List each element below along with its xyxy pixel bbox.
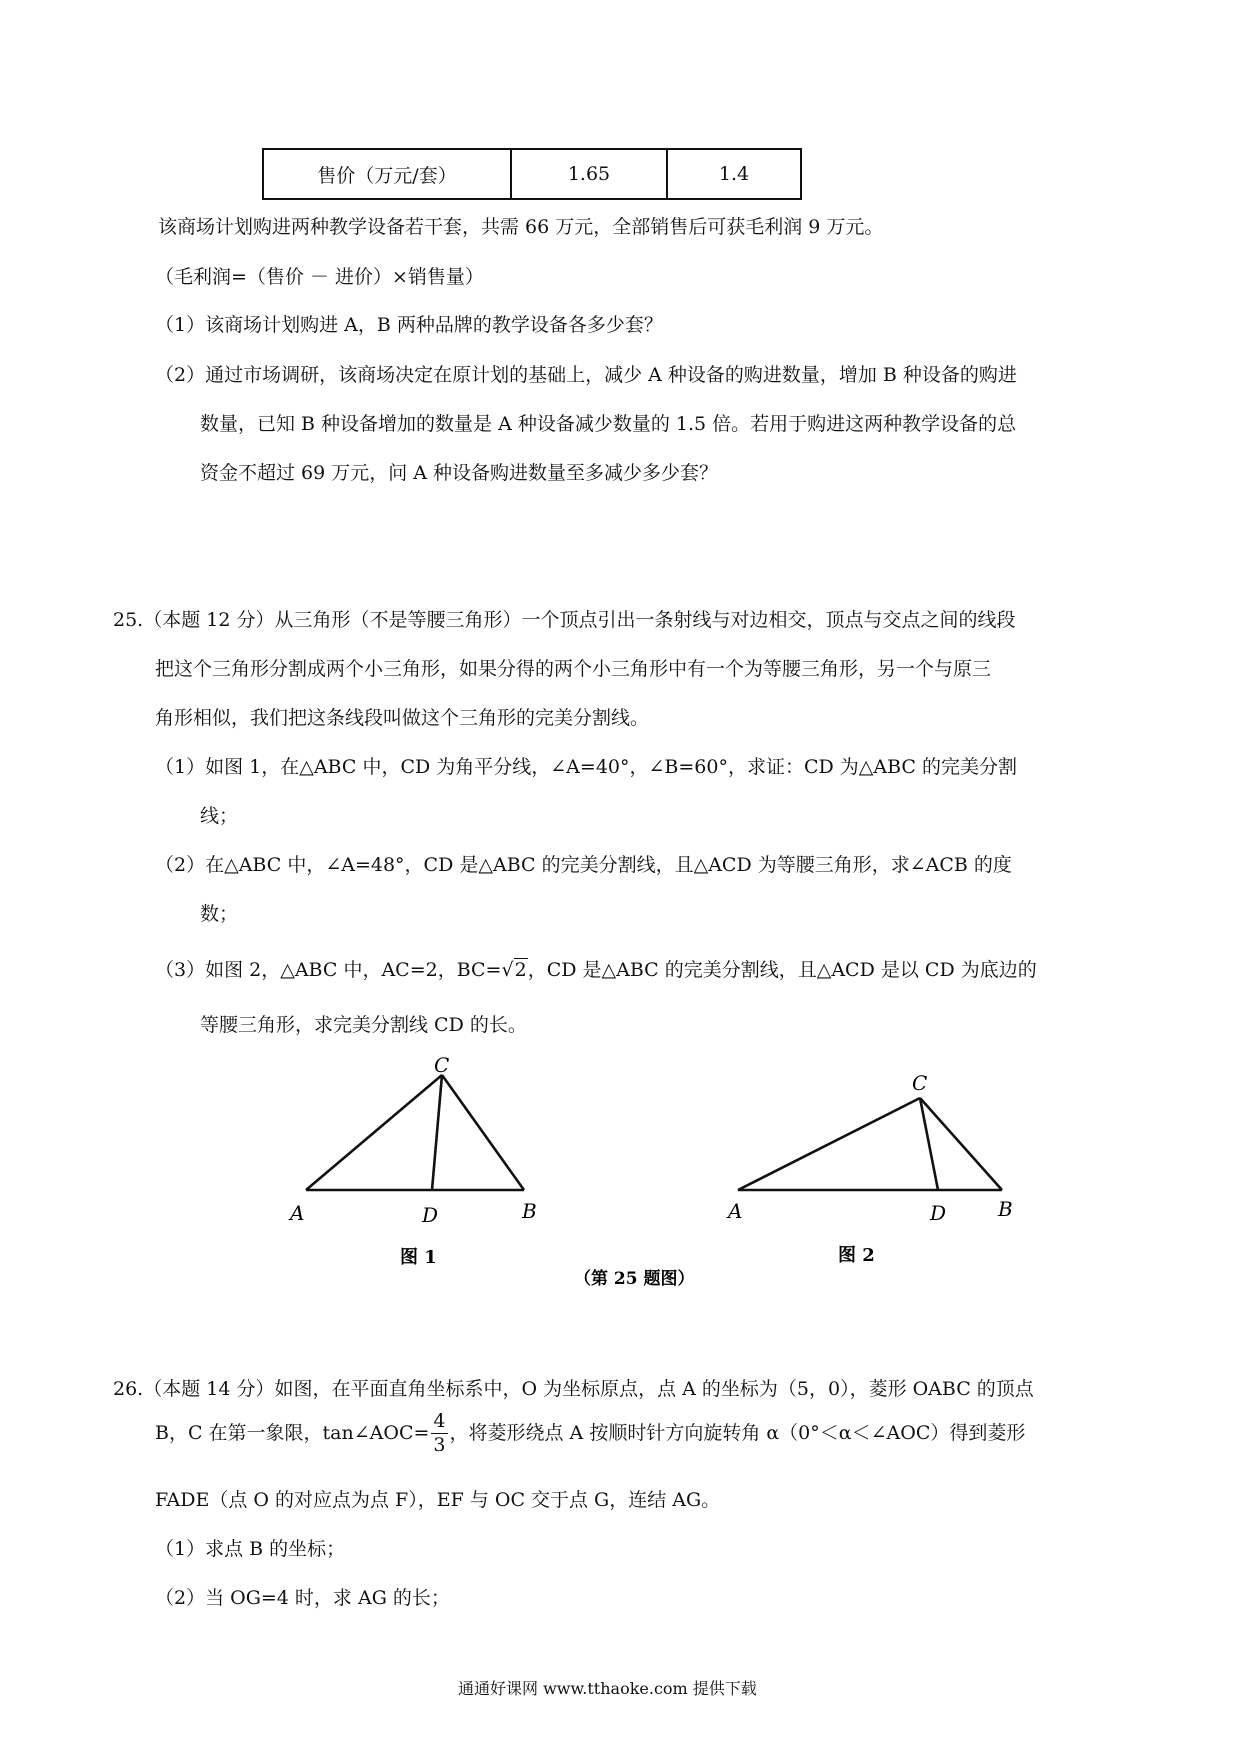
q25-part1-line2: 线；	[200, 805, 239, 827]
q25-part2-line2: 数；	[200, 903, 239, 925]
q26-line2	[155, 1412, 1025, 1455]
figure-1	[306, 1075, 524, 1190]
price-table	[262, 148, 802, 200]
fraction-denominator: 3	[433, 1434, 446, 1456]
fig2-side-ac	[738, 1098, 920, 1190]
fig1-segment-cd	[432, 1075, 442, 1190]
q26-line2-post: ，将菱形绕点 A 按顺时针方向旋转角 α（0°＜α＜∠AOC）得到菱形	[449, 1422, 1026, 1444]
fig2-label-c: C	[912, 1071, 928, 1095]
q24-part2-line1: （2）通过市场调研，该商场决定在原计划的基础上，减少 A 种设备的购进数量，增加 B 种设备的购进	[155, 364, 1017, 386]
fig1-side-bc	[442, 1075, 524, 1190]
fig2-segment-cd	[920, 1098, 938, 1190]
sqrt-radicand: 2	[514, 959, 527, 981]
q25-figures	[260, 1050, 1020, 1290]
fig2-label-d: D	[930, 1201, 947, 1225]
q25-line1: 25.（本题 12 分）从三角形（不是等腰三角形）一个顶点引出一条射线与对边相交，顶点与交点之间的线段	[113, 609, 1016, 631]
fraction-numerator: 4	[433, 1410, 446, 1432]
figures-group-caption: （第 25 题图）	[574, 1269, 695, 1289]
q26-part1: （1）求点 B 的坐标；	[155, 1538, 346, 1560]
q24-part2-line2: 数量，已知 B 种设备增加的数量是 A 种设备减少数量的 1.5 倍。若用于购进这两种教学设备的总	[200, 413, 1017, 435]
fig1-label-a: A	[290, 1201, 305, 1225]
fig1-caption: 图 1	[400, 1247, 437, 1268]
q26-line3: FADE（点 O 的对应点为点 F），EF 与 OC 交于点 G，连结 AG。	[155, 1489, 721, 1511]
q25-line3: 角形相似，我们把这条线段叫做这个三角形的完美分割线。	[155, 707, 650, 729]
table-cell-b: 1.4	[667, 149, 801, 199]
fig1-label-d: D	[422, 1203, 439, 1227]
fig1-label-b: B	[522, 1199, 537, 1223]
fig1-side-ac	[306, 1075, 442, 1190]
fraction-4-3	[431, 1412, 447, 1455]
q25-part3-line1	[155, 955, 1037, 982]
q24-part1: （1）该商场计划购进 A，B 两种品牌的教学设备各多少套？	[155, 314, 663, 336]
q26-part2: （2）当 OG=4 时，求 AG 的长；	[155, 1587, 450, 1609]
q25-part3-post: ，CD 是△ABC 的完美分割线，且△ACD 是以 CD 为底边的	[527, 959, 1037, 981]
fig2-label-b: B	[998, 1197, 1013, 1221]
page-footer: 通通好课网 www.tthaoke.com 提供下载	[458, 1679, 757, 1698]
q24-part2-line3: 资金不超过 69 万元，问 A 种设备购进数量至多减少多少套？	[200, 462, 719, 484]
q26-line2-pre: B，C 在第一象限，tan∠AOC=	[155, 1422, 430, 1444]
q26-line1: 26.（本题 14 分）如图，在平面直角坐标系中，O 为坐标原点，点 A 的坐标为（5，0），菱形 OABC 的顶点	[113, 1378, 1034, 1400]
fig2-caption: 图 2	[838, 1245, 875, 1266]
fig1-label-c: C	[434, 1053, 450, 1077]
q25-part2-line1: （2）在△ABC 中，∠A=48°，CD 是△ABC 的完美分割线，且△ACD 为等腰三角形，求∠ACB 的度	[155, 854, 1012, 876]
table-cell-label: 售价（万元/套）	[263, 149, 511, 199]
q24-formula: （毛利润=（售价 － 进价）×销售量）	[155, 266, 484, 288]
q25-part3-line2: 等腰三角形，求完美分割线 CD 的长。	[200, 1014, 527, 1036]
q25-part3-pre: （3）如图 2，△ABC 中，AC=2，BC=	[155, 959, 502, 981]
table-row	[263, 149, 801, 199]
sqrt-symbol: √2	[501, 959, 527, 981]
q25-line2: 把这个三角形分割成两个小三角形，如果分得的两个小三角形中有一个为等腰三角形，另一个与原三	[155, 658, 992, 680]
table-cell-a: 1.65	[511, 149, 667, 199]
q24-intro: 该商场计划购进两种教学设备若干套，共需 66 万元，全部销售后可获毛利润 9 万元。	[158, 216, 884, 238]
figure-2	[738, 1098, 1002, 1190]
fig2-side-bc	[920, 1098, 1002, 1190]
q25-part1-line1: （1）如图 1，在△ABC 中，CD 为角平分线，∠A=40°，∠B=60°，求证：CD 为△ABC 的完美分割	[155, 756, 1018, 778]
fig2-label-a: A	[728, 1199, 743, 1223]
